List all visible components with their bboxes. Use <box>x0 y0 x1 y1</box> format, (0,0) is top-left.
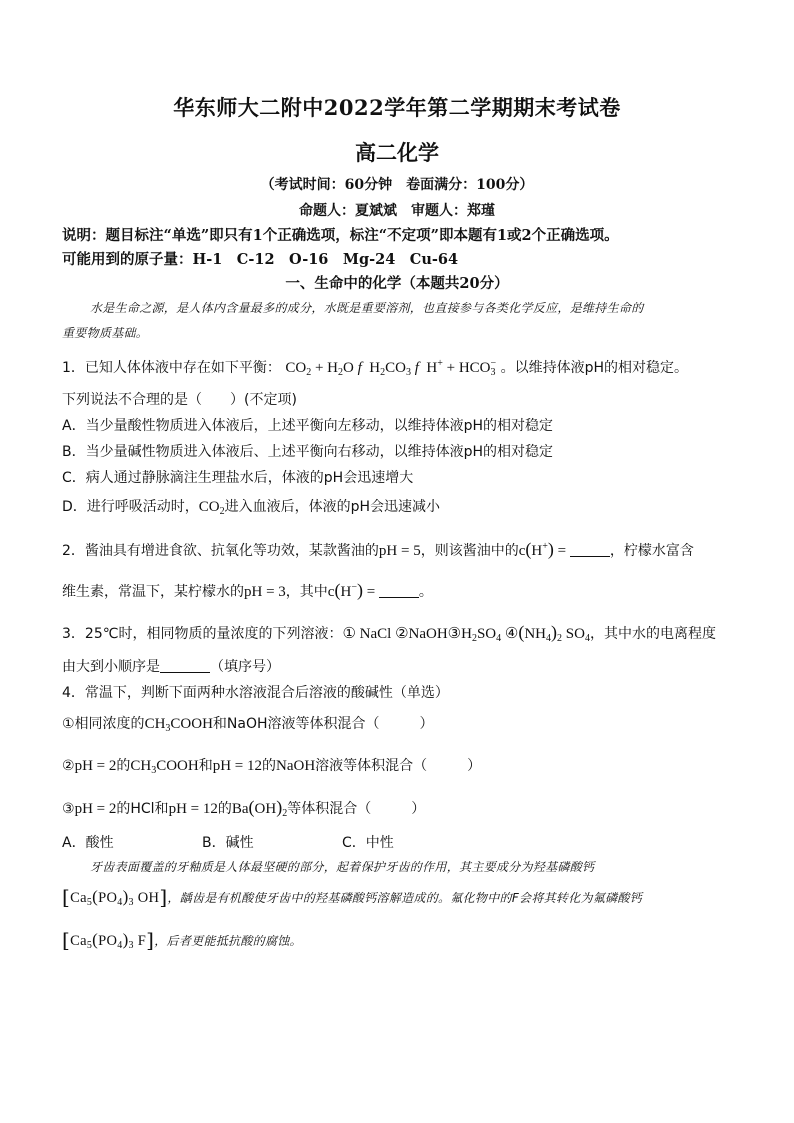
ch3cooh-formula-2: $CH_3COOH$ <box>130 758 199 776</box>
q3-line2-tail: （填序号） <box>210 659 280 675</box>
instruction-note: 说明：题目标注“单选”即只有1个正确选项，标注“不定项”即本题有1或2个正确选项。 <box>62 227 619 244</box>
hydroxyapatite-formula: [$Ca_5(PO_4)_3$ OH] <box>62 885 168 909</box>
ph12: pH = 12 <box>212 758 263 774</box>
q4-options <box>62 832 482 852</box>
passage2-line-3 <box>62 928 302 952</box>
q1-tail: 。以维持体液pH的相对稳定。 <box>500 360 689 376</box>
q2-line-2 <box>62 580 433 601</box>
intro-line-2: 重要物质基础。 <box>62 326 149 340</box>
q2-mid: ，则该酱油中的 <box>420 543 519 559</box>
q4-option-a: A．酸性 <box>62 835 114 851</box>
q4-item2-mid1: 的 <box>116 758 131 774</box>
q4-item2-mid3: 的 <box>262 758 277 774</box>
q3-line2: 由大到小顺序是 <box>62 659 160 675</box>
ph2: pH = 2 <box>74 758 117 774</box>
q4-item3-close: ） <box>411 801 426 817</box>
q2-ph5: pH = 5 <box>378 543 421 559</box>
q3-solutions: ① NaCl $②NaOH③H_2SO_4$ $④(NH_4)_2$ $SO_4$ <box>342 622 590 644</box>
exam-info: （考试时间：60分钟 卷面满分：100分） <box>260 177 534 193</box>
q4-item-2 <box>62 755 481 776</box>
q4-option-c: C．中性 <box>342 835 394 851</box>
q2-blank-1[interactable] <box>570 542 610 557</box>
q3-lead: 3．25℃时，相同物质的量浓度的下列溶液： <box>62 626 343 642</box>
intro-line-1: 水是生命之源，是人体内含量最多的成分，水既是重要溶剂，也直接参与各类化学反应，是维持生命的 <box>90 301 644 315</box>
q4-item3-tail: 等体积混合（ <box>287 801 372 817</box>
q2-line2-tail: 。 <box>418 584 433 600</box>
ch3cooh-formula: $CH_3COOH$ <box>144 716 213 734</box>
atomic-masses: 可能用到的原子量：H-1 C-12 O-16 Mg-24 Cu-64 <box>62 251 459 268</box>
q1-option-d-tail: 进入血液后，体液的pH会迅速减小 <box>224 499 441 515</box>
q4-item1-mid: 和NaOH溶液等体积混合（ <box>212 716 380 732</box>
baoh2-formula: $Ba(OH)_2$ <box>231 797 288 819</box>
passage2-line2-tail: ，龋齿是有机酸使牙齿中的羟基磷酸钙溶解造成的。氟化物中的F会将其转化为氟磷酸钙 <box>167 891 643 905</box>
ph12-b: pH = 12 <box>168 801 218 817</box>
q1-lead: 1．已知人体体液中存在如下平衡： <box>62 360 281 376</box>
q2-ph3: pH = 3 <box>244 584 286 600</box>
q1-option-c: C．病人通过静脉滴注生理盐水后，体液的pH会迅速增大 <box>62 470 414 486</box>
q2-line-1 <box>62 539 694 560</box>
q1-equation: $CO_2 + H_2O$ f $H_2CO_3$ f $H^+ + HCO_3^-$ <box>285 358 497 378</box>
q2-ch: c(H+) = <box>518 539 570 559</box>
q1-option-a: A．当少量酸性物质进入体液后，上述平衡向左移动，以维持体液pH的相对稳定 <box>62 418 553 434</box>
q2-ch-minus: c(H−) = <box>327 580 379 600</box>
q1-line <box>62 357 688 378</box>
q4-item-3 <box>62 797 425 819</box>
passage2-line-2 <box>62 885 642 909</box>
q1-option-b: B．当少量碱性物质进入体液后、上述平衡向右移动，以维持体液pH的相对稳定 <box>62 444 554 460</box>
naoh-formula: NaOH <box>276 758 316 774</box>
q4-item2-close: ） <box>467 758 482 774</box>
q4-item1-tail: ） <box>419 716 434 732</box>
fluorapatite-formula: [$Ca_5(PO_4)_3$ F] <box>62 928 155 952</box>
q2-line2-lead: 维生素，常温下，某柠檬水的 <box>62 584 244 600</box>
q4-item2-mid2: 和 <box>198 758 213 774</box>
exam-subtitle: 高二化学 <box>355 140 439 165</box>
section-heading: 一、生命中的化学（本题共20分） <box>285 275 509 292</box>
exam-title: 华东师大二附中2022学年第二学期期末考试卷 <box>173 95 621 120</box>
q3-line-1 <box>62 622 716 644</box>
co2-formula: $CO_2$ <box>198 499 225 517</box>
q4-item3-mid1: 的HCl和 <box>116 801 169 817</box>
q2-line2-mid: ，其中 <box>285 584 328 600</box>
q4-item2-lead: ② <box>62 758 75 774</box>
q4-stem: 4．常温下，判断下面两种水溶液混合后溶液的酸碱性（单选） <box>62 685 449 701</box>
q4-item1-lead: ①相同浓度的 <box>62 716 145 732</box>
exam-authors: 命题人：夏斌斌 审题人：郑瑾 <box>299 203 495 219</box>
q3-line-2 <box>62 656 280 676</box>
q4-option-b: B．碱性 <box>202 835 254 851</box>
q1-option-d-lead: D．进行呼吸活动时， <box>62 499 199 515</box>
q1-stem: 下列说法不合理的是（ ）(不定项) <box>62 392 297 408</box>
q1-option-d <box>62 496 440 517</box>
q2-lead: 2．酱油具有增进食欲、抗氧化等功效，某款酱油的 <box>62 543 379 559</box>
q2-tail: ，柠檬水富含 <box>609 543 694 559</box>
q2-blank-2[interactable] <box>379 583 419 598</box>
q4-item2-tail: 溶液等体积混合（ <box>315 758 428 774</box>
ph2-b: pH = 2 <box>74 801 117 817</box>
q3-blank[interactable] <box>160 658 210 673</box>
q4-item-1 <box>62 713 434 734</box>
q3-tail: ，其中水的电离程度 <box>589 626 716 642</box>
passage2-line-1: 牙齿表面覆盖的牙釉质是人体最坚硬的部分，起着保护牙齿的作用，其主要成分为羟基磷酸钙 <box>90 860 595 874</box>
q4-item3-lead: ③ <box>62 801 75 817</box>
passage2-line3-tail: ，后者更能抵抗酸的腐蚀。 <box>154 934 302 948</box>
q4-item3-mid2: 的 <box>217 801 232 817</box>
